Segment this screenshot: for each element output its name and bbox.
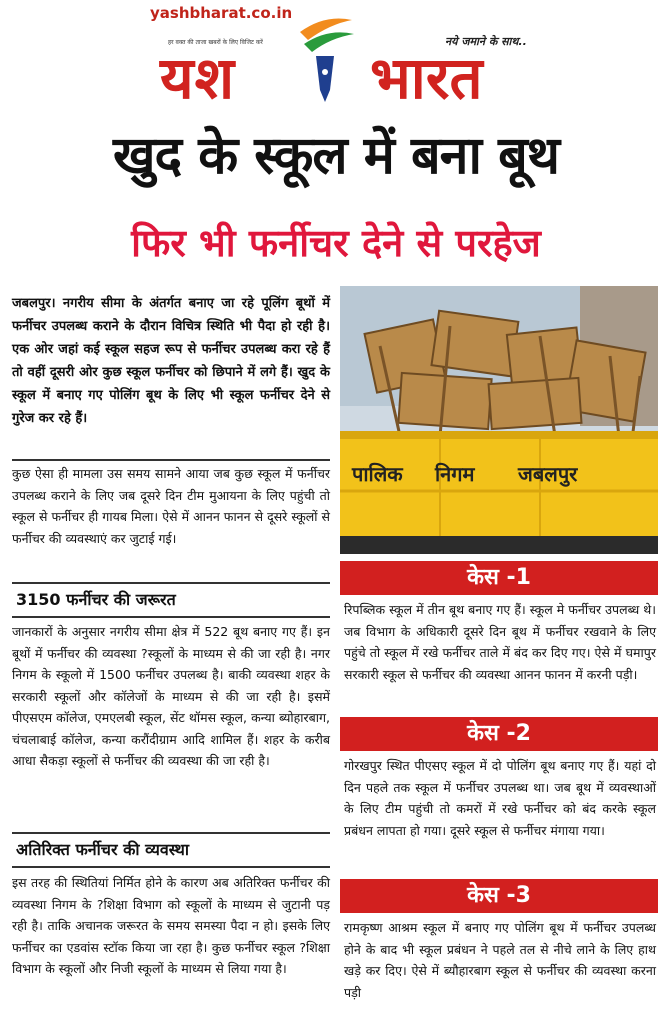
case-1-text: रिपब्लिक स्कूल में तीन बूथ बनाए गए हैं। स्कूल मे फर्नीचर उपलब्ध थे। जब विभाग के अधिकारी दूसरे दिन बूथ में फर्नीचर रखवाने के लिए पहुंचे तो स्कूल में रखे फर्नीचर ताले में बंद कर दिए गए। ऐसे में घमापुर सरकारी स्कूल से फर्नीचर की व्यवस्था आनन फानन में करनी पड़ी। <box>344 602 656 682</box>
paragraph-2: जानकारों के अनुसार नगरीय सीमा क्षेत्र में 522 बूथ बनाए गए हैं। इन बूथों में फर्नीचर की व्यवस्था ?स्कूलों के माध्यम से की जा रही है। नगर निगम के स्कूलो में 1500 फर्नीचर उपलब्ध है। बाकी व्यवस्था शहर के सरकारी स्कूलों और कॉलेजों के माध्यम से की जा रही है। इसमें पीएसएम कॉलेज, एमएलबी स्कूल, सेंट थॉमस स्कूल, कन्या ब्योहारबाग, चंचलाबाई कॉलेज, कन्या करौंदीग्राम आदि शामिल हैं। शहर के करीब आधा सैकड़ा स्कूलों से फर्नीचर की व्यवस्था की जा रही है। <box>12 624 330 768</box>
brand-right-word: भारत <box>370 44 483 112</box>
truck-text-2: निगम <box>435 462 475 486</box>
paragraph-1: कुछ ऐसा ही मामला उस समय सामने आया जब कुछ स्कूल में फर्नीचर उपलब्ध कराने के लिए जब दूसरे दिन टीम मुआयना के लिए पहुंची तो स्कूल से फर्नीचर ही गायब मिला। ऐसे में आनन फानन से दूसरे स्कूलों से फर्नीचर की व्यवस्थाएं कर जुटाई गई। <box>12 466 330 546</box>
case-2-text: गोरखपुर स्थित पीएसए स्कूल में दो पोलिंग बूथ बनाए गए हैं। यहां दो दिन पहले तक स्कूल में फर्नीचर उपलब्ध था। जब बूथ में व्यवस्थाओं के लिए टीम पहुंची तो कमरों में रखे फर्नीचर को बंद करके स्कूल प्रबंधन लापता हो गया। दूसरे स्कूल से फर्नीचर मंगाया गया। <box>344 758 656 838</box>
headline: खुद के स्कूल में बना बूथ <box>112 126 560 186</box>
pen-flag-icon <box>290 10 360 105</box>
masthead-motto: नये जमाने के साथ.. <box>445 35 527 48</box>
site-url: yashbharat.co.in <box>150 4 293 22</box>
case-3-text: रामकृष्ण आश्रम स्कूल में बनाए गए पोलिंग बूथ में फर्नीचर उपलब्ध होने के बाद भी स्कूल प्रबंधन ने पहले तल से नीचे लाने के लिए हाथ खड़े कर दिए। ऐसे में ब्यौहारबाग स्कूल से फर्नीचर की व्यवस्था करना पड़ी <box>344 920 656 1000</box>
divider <box>12 582 330 584</box>
site-tagline: हर वक्त की ताजा खबरों के लिए विजिट करें <box>168 39 263 46</box>
case-1-banner: केस -1 <box>340 561 658 595</box>
divider <box>12 459 330 461</box>
divider <box>12 616 330 618</box>
case-2-banner: केस -2 <box>340 717 658 751</box>
paragraph-3: इस तरह की स्थितियां निर्मित होने के कारण अब अतिरिक्त फर्नीचर की व्यवस्था निगम के ?शिक्षा विभाग को स्कूलों के माध्यम से जुटानी पड़ रही है। ताकि अचानक जरूरत के समय समस्या पैदा न हो। इसके लिए फर्नीचर का एडवांस स्टॉक किया जा रहा है। कुछ फर्नीचर स्कूल ?शिक्षा विभाग के स्कूलों और निजी स्कूलों के माध्यम से लिया गया है। <box>12 875 330 976</box>
divider <box>12 832 330 834</box>
divider <box>12 866 330 868</box>
subheading-extra-furniture: अतिरिक्त फर्नीचर की व्यवस्था <box>16 840 189 859</box>
subheading-furniture-need: 3150 फर्नीचर की जरूरत <box>16 590 176 609</box>
article-photo <box>340 286 658 554</box>
brand-left-word: यश <box>160 44 236 112</box>
case-3-banner: केस -3 <box>340 879 658 913</box>
truck-text-1: पालिक <box>352 462 403 486</box>
truck-text-3: जबलपुर <box>518 462 578 486</box>
lede-paragraph: जबलपुर। नगरीय सीमा के अंतर्गत बनाए जा रहे पूलिंग बूथों में फर्नीचर उपलब्ध कराने के दौरान विचित्र स्थिति भी पैदा हो रही है। एक ओर जहां कई स्कूल सहज रूप से फर्नीचर उपलब्ध करा रहे हैं तो वहीं दूसरी ओर कुछ स्कूल फर्नीचर को छिपाने में लगे हैं। खुद के स्कूल में बनाए गए पोलिंग बूथ के लिए भी स्कूल फर्नीचर देने से गुरेज कर रहे हैं। <box>12 296 330 426</box>
subheadline: फिर भी फर्नीचर देने से परहेज <box>131 221 541 265</box>
